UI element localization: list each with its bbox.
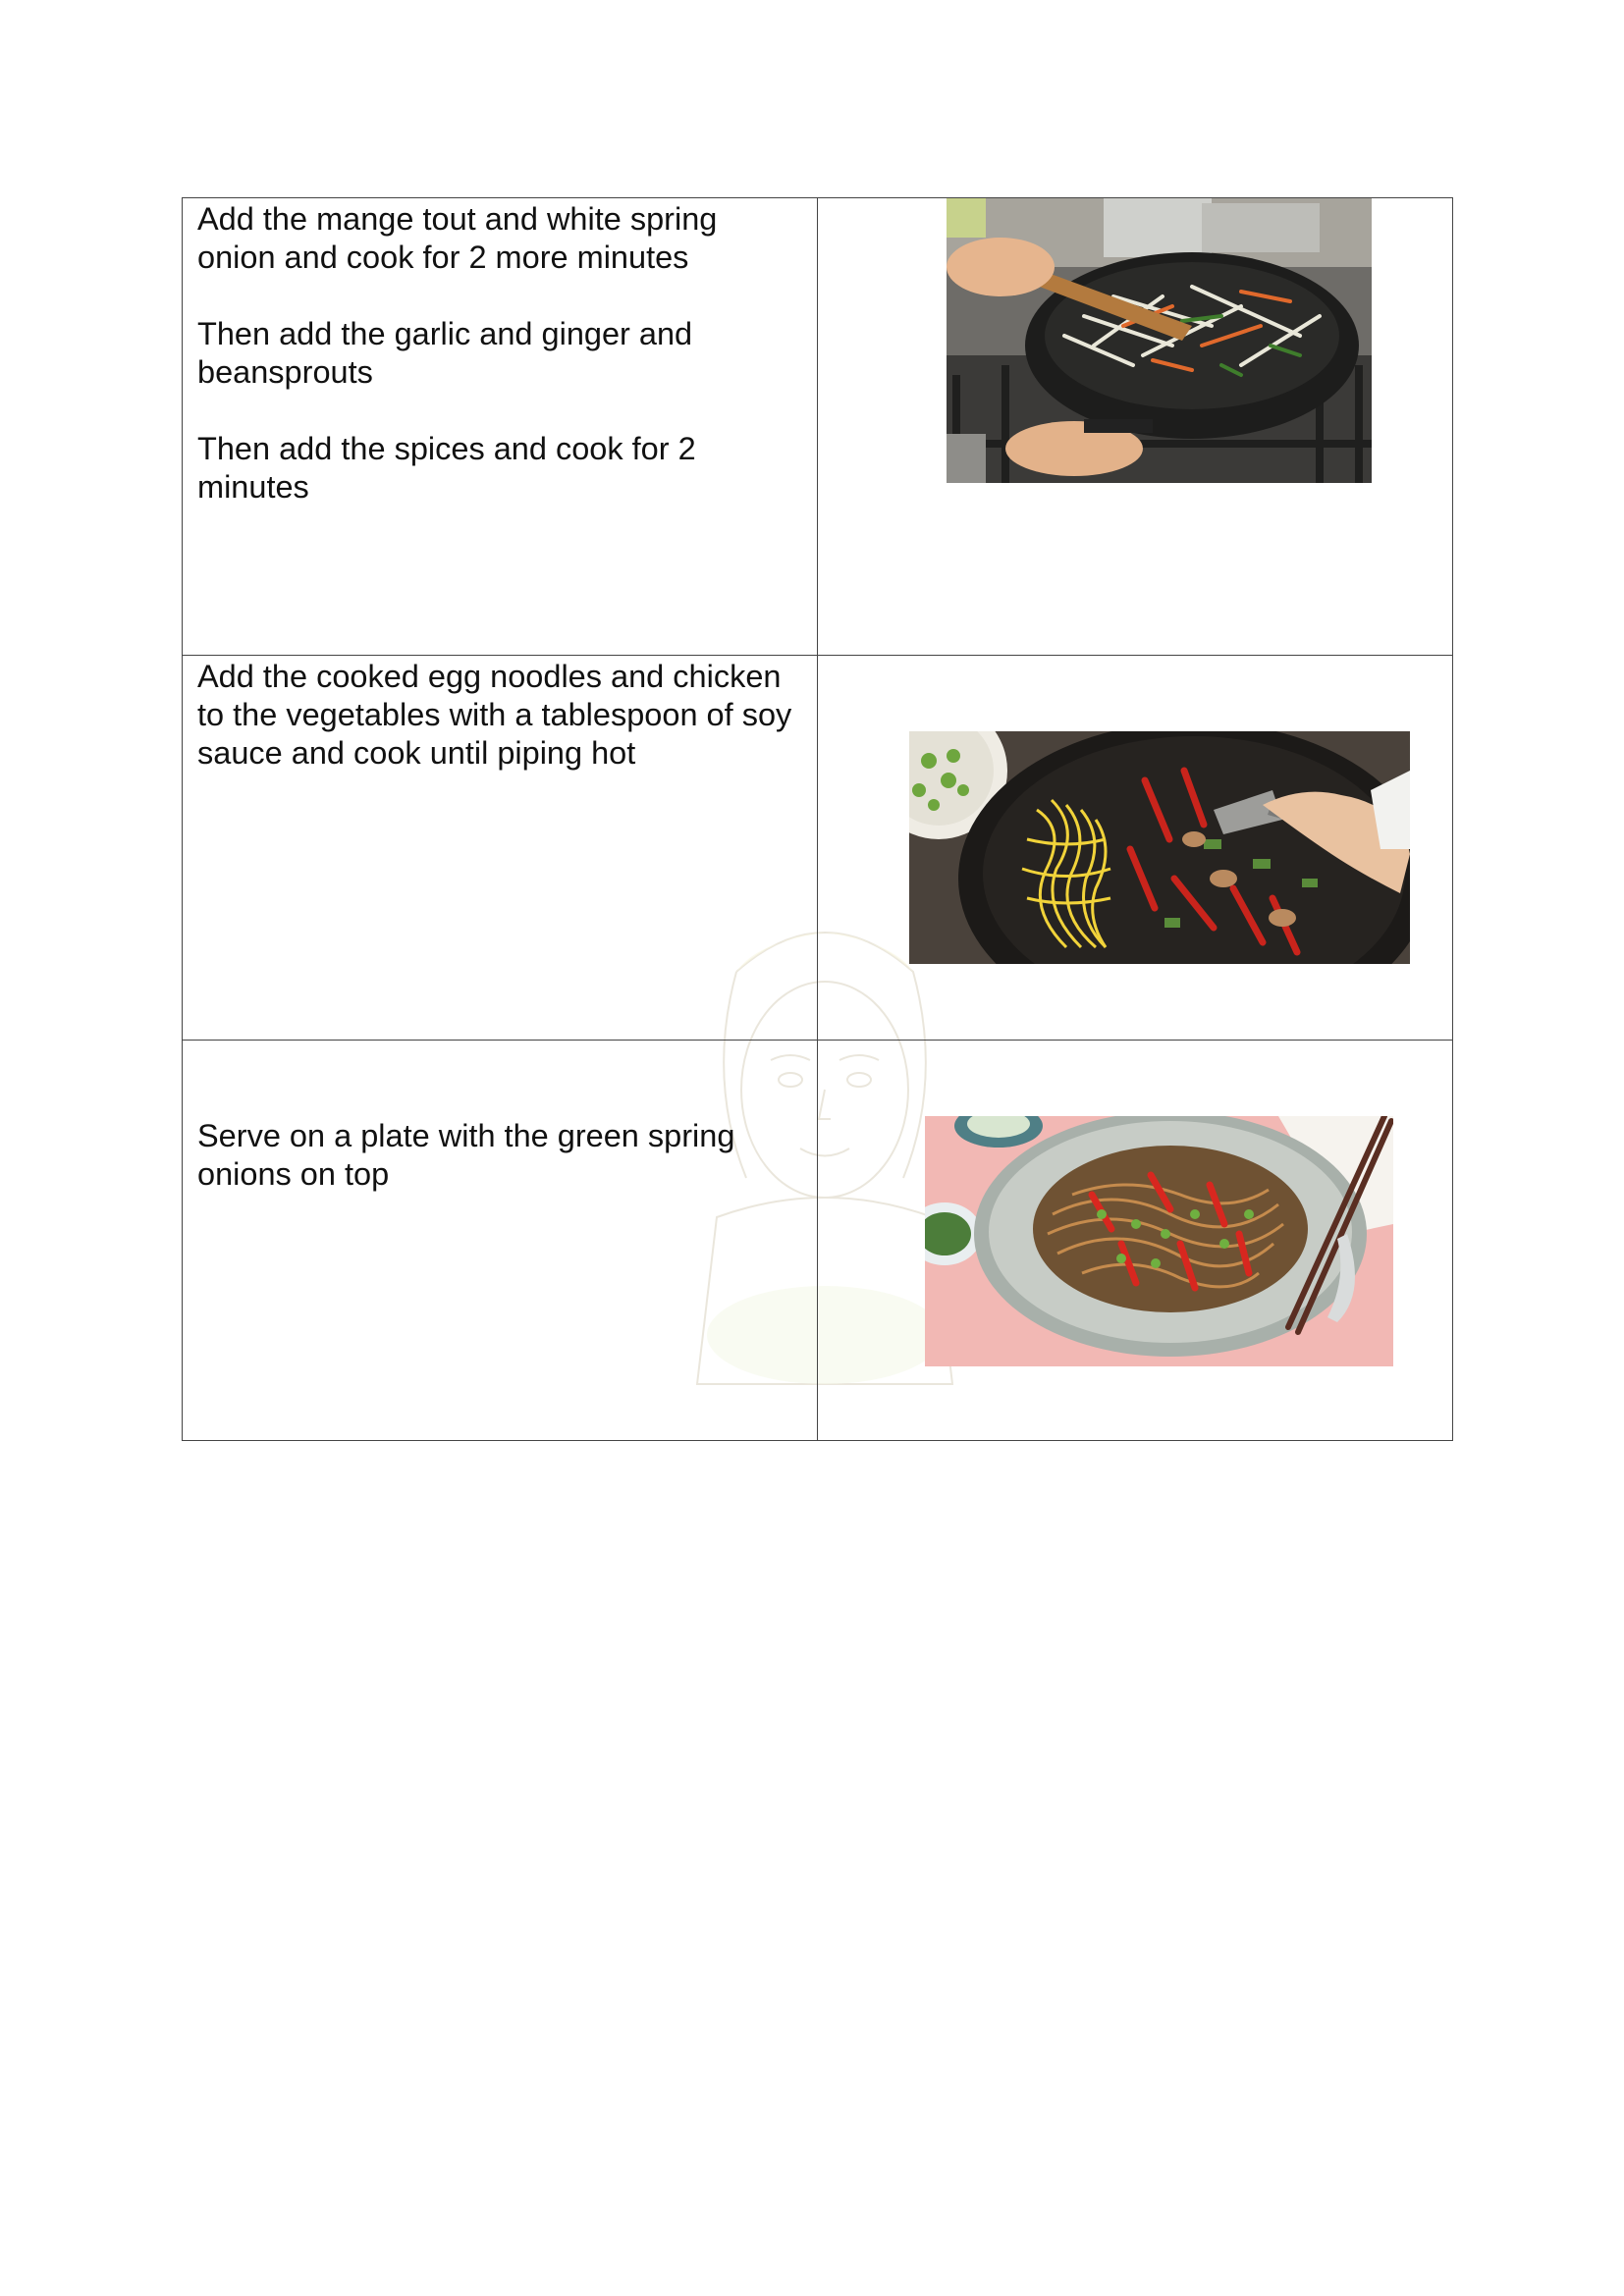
step-image-cell — [818, 656, 1453, 1041]
table-row — [183, 656, 1453, 1041]
step-image-cell — [818, 1041, 1453, 1441]
wok-noodles-peppers-photo — [909, 731, 1410, 964]
step-1-paragraph-1: Add the mange tout and white spring onion and cook for 2 more minutes — [197, 201, 718, 275]
step-1-paragraph-2: Then add the garlic and ginger and beansprouts — [197, 316, 693, 390]
step-text-cell — [183, 1041, 818, 1441]
step-3-paragraph-1: Serve on a plate with the green spring onions on top — [197, 1118, 735, 1192]
step-image-cell — [818, 198, 1453, 656]
wok-stir-fry-vegetables-photo — [947, 198, 1372, 483]
step-1-paragraph-3: Then add the spices and cook for 2 minutes — [197, 431, 696, 505]
table-row — [183, 1041, 1453, 1441]
table-row — [183, 198, 1453, 656]
step-2-paragraph-1: Add the cooked egg noodles and chicken to the vegetables with a tablespoon of soy sauce and cook until piping hot — [197, 659, 792, 771]
step-text-cell — [183, 198, 818, 656]
recipe-steps-table — [182, 197, 1453, 1441]
plated-noodles-chopsticks-photo — [925, 1116, 1393, 1366]
step-text-cell — [183, 656, 818, 1041]
